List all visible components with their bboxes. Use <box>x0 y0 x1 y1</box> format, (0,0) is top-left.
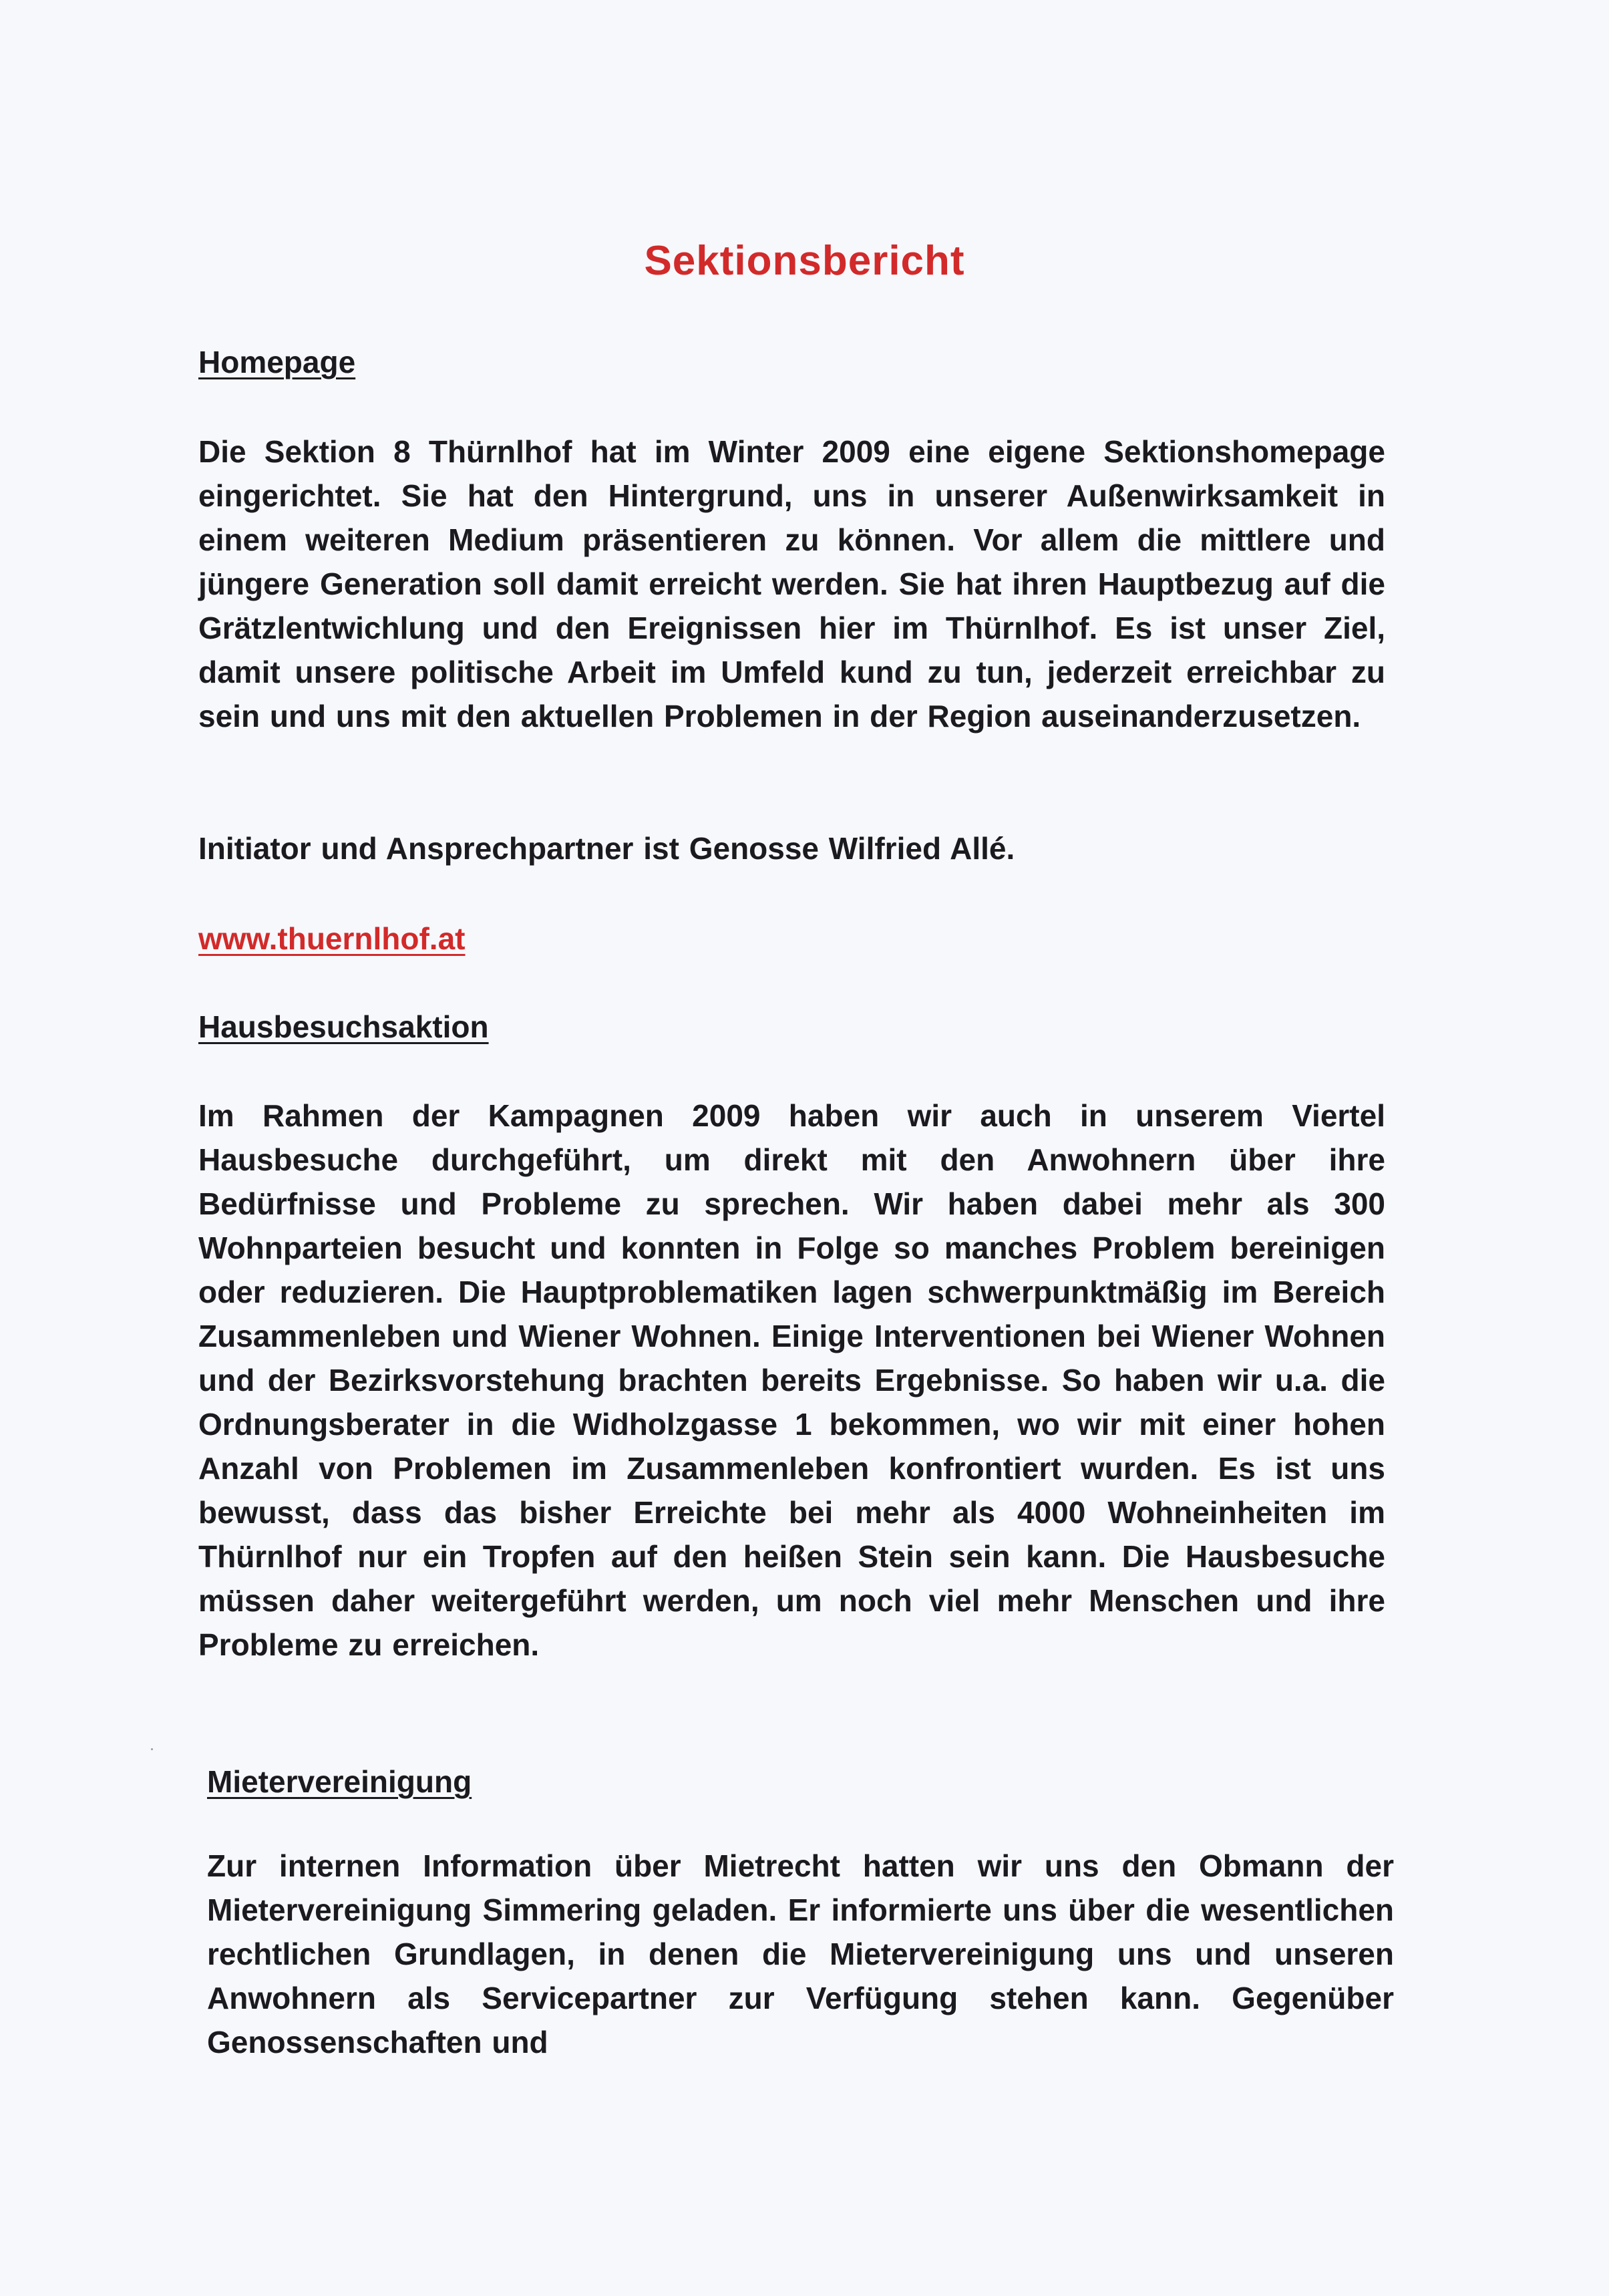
document-title: Sektionsbericht <box>644 238 965 284</box>
section-heading-mietervereinigung: Mietervereinigung <box>207 1764 472 1799</box>
scan-speck <box>151 1748 153 1750</box>
section-paragraph-hausbesuchsaktion: Im Rahmen der Kampagnen 2009 haben wir auch in unserem Viertel Hausbesuche durchgeführt, um direkt mit den Anwohnern über ihre Bedürfnisse und Probleme zu sprechen. Wir haben dabei mehr als 300 Wohnparteien besucht und konnten in Folge so manches Problem bereinigen oder reduzieren. Die Hauptproblematiken lagen schwerpunktmäßig im Bereich Zusammenleben und Wiener Wohnen. Einige Interventionen bei Wiener Wohnen und der Bezirksvorstehung brachten bereits Ergebnisse. So haben wir u.a. die Ordnungsberater in die Widholzgasse 1 bekommen, wo wir mit einer hohen Anzahl von Problemen im Zusammenleben konfrontiert wurden. Es ist uns bewusst, dass das bisher Erreichte bei mehr als 4000 Wohneinheiten im Thürnlhof nur ein Tropfen auf den heißen Stein sein kann. Die Hausbesuche müssen daher weitergeführt werden, um noch viel mehr Menschen und ihre Probleme zu erreichen. <box>198 1098 1385 1662</box>
section-note-homepage: Initiator und Ansprechpartner ist Genosse Wilfried Allé. <box>198 831 1015 866</box>
homepage-link[interactable]: www.thuernlhof.at <box>198 921 466 956</box>
section-paragraph-mietervereinigung: Zur internen Information über Mietrecht hatten wir uns den Obmann der Mietervereinigung Simmering geladen. Er informierte uns über die wesentlichen rechtlichen Grundlagen, in denen die Mietervereinigung uns und unseren Anwohnern als Servicepartner zur Verfügung stehen kann. Gegenüber Genossenschaften und <box>207 1848 1394 2060</box>
section-heading-hausbesuchsaktion: Hausbesuchsaktion <box>198 1009 489 1044</box>
section-paragraph-homepage: Die Sektion 8 Thürnlhof hat im Winter 2009 eine eigene Sektionshomepage eingerichtet. Sie hat den Hintergrund, uns in unserer Außenwirksamkeit in einem weiteren Medium präsentieren zu können. Vor allem die mittlere und jüngere Generation soll damit erreicht werden. Sie hat ihren Hauptbezug auf die Grätzlentwichlung und den Ereignissen hier im Thürnlhof. Es ist unser Ziel, damit unsere politische Arbeit im Umfeld kund zu tun, jederzeit erreichbar zu sein und uns mit den aktuellen Problemen in der Region auseinanderzusetzen. <box>198 434 1385 733</box>
section-heading-homepage: Homepage <box>198 345 356 379</box>
